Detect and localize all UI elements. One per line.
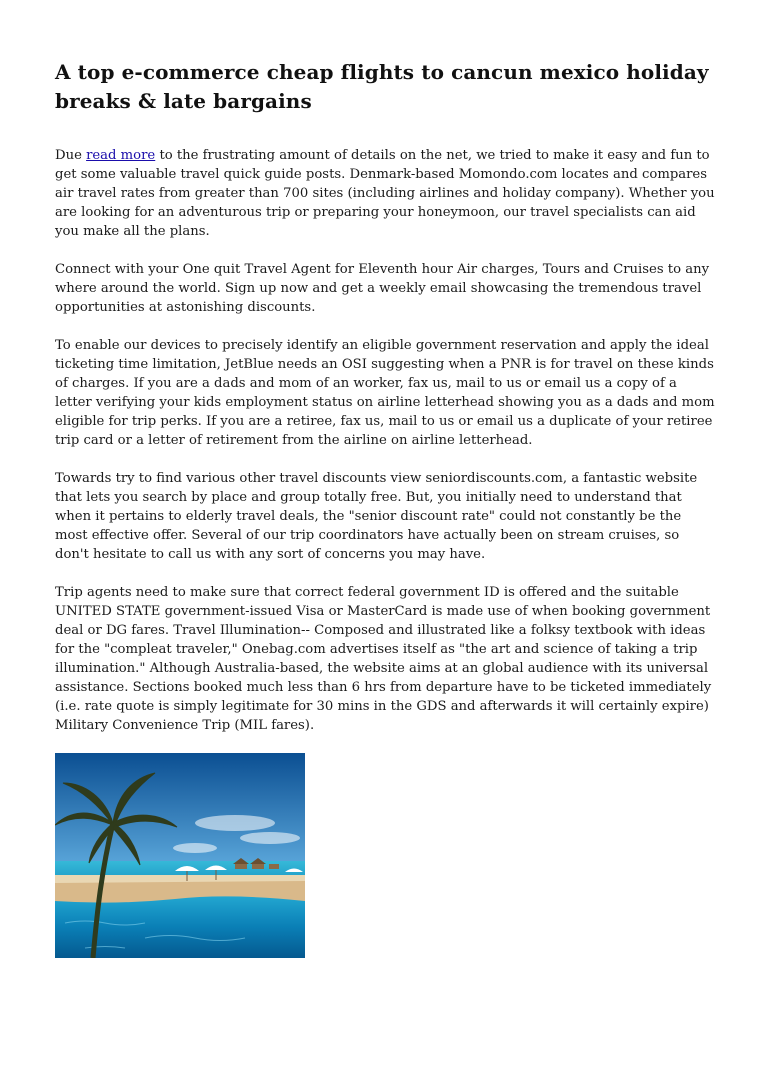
paragraph-intro: [55, 146, 715, 241]
paragraph-senior-discounts: Towards try to find various other travel discounts view seniordiscounts.com, a fantastic website that lets you search by place and group totally free. But, you initially need to understand that when it pertains to elderly travel deals, the "senior discount rate" could not constantly be the most effective offer. Several of our trip coordinators have actually been on stream cruises, so don't hesitate to call us with any sort of concerns you may have.: [55, 471, 698, 562]
page-title: A top e-commerce cheap flights to cancun mexico holiday breaks & late bargains: [55, 60, 709, 113]
read-more-link[interactable]: read more: [86, 148, 156, 163]
paragraph-travel-agent: Connect with your One quit Travel Agent for Eleventh hour Air charges, Tours and Cruises to any where around the world. Sign up now and get a weekly email showcasing the tremendous travel opportunities at astonishing discounts.: [55, 262, 710, 315]
paragraph-government-reservation: To enable our devices to precisely identify an eligible government reservation and apply the ideal ticketing time limitation, JetBlue needs an OSI suggesting when a PNR is for travel on these kinds of charges. If you are a dads and mom of an worker, fax us, mail to us or email us a copy of a letter verifying your kids employment status on airline letterhead showing you as a dads and mom eligible for trip perks. If you are a retiree, fax us, mail to us or email us a duplicate of your retiree trip card or a letter of retirement from the airline on airline letterhead.: [55, 338, 715, 448]
beach-resort-photo: [55, 753, 305, 958]
paragraph-trip-agents: Trip agents need to make sure that correct federal government ID is offered and the suitable UNITED STATE government-issued Visa or MasterCard is made use of when booking government deal or DG fares. Travel Illumination-- Composed and illustrated like a folksy textbook with ideas for the "compleat traveler," Onebag.com advertises itself as "the art and science of taking a trip illumination." Although Australia-based, the website aims at an global audience with its universal assistance. Sections booked much less than 6 hrs from departure have to be ticketed immediately (i.e. rate quote is simply legitimate for 30 mins in the GDS and afterwards it will certainly expire) Military Convenience Trip (MIL fares).: [55, 585, 712, 733]
document-page: [55, 58, 715, 754]
intro-text-rest: to the frustrating amount of details on the net, we tried to make it easy and fun to get some valuable travel quick guide posts. Denmark-based Momondo.com locates and compares air travel rates from greater than 700 sites (including airlines and holiday company). Whether you are looking for an adventurous trip or preparing your honeymoon, our travel specialists can aid you make all the plans.: [55, 148, 715, 239]
intro-text-start: Due: [55, 148, 87, 163]
